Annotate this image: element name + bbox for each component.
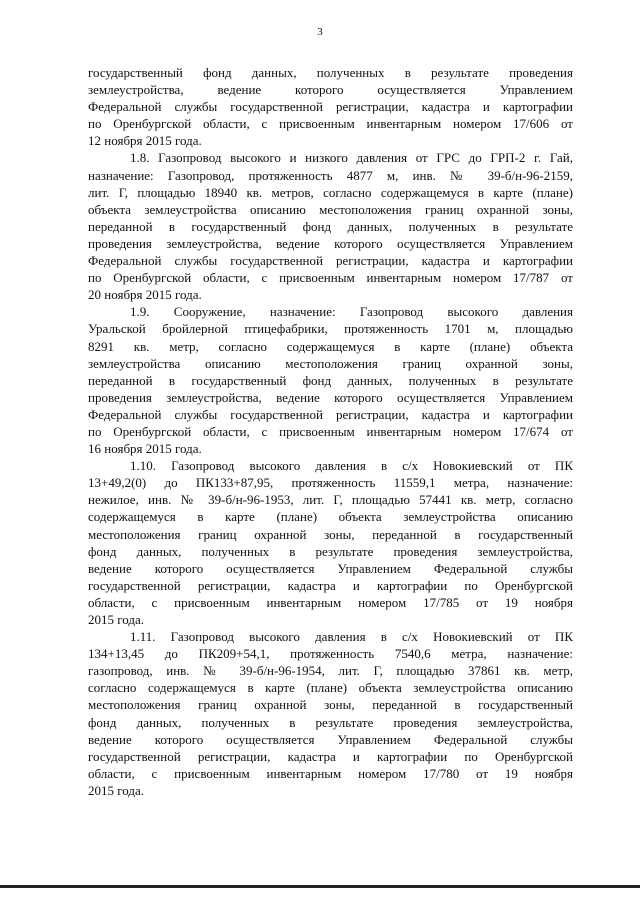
text-line: государственный фонд данных, полученных в результате проведения (88, 65, 573, 80)
text-line: согласно содержащемуся в карте (плане) объекта землеустройства описанию (88, 680, 573, 696)
text-line: области, с присвоенным инвентарным номером 17/780 от 19 ноября (88, 765, 573, 781)
text-line: проведения землеустройства, ведение которого осуществляется Управлением (88, 389, 573, 405)
text-line: ведение которого осуществляется Управлением Федеральной службы (88, 731, 573, 747)
text-line: объекта землеустройства описанию местоположения границ охранной зоны, (88, 201, 573, 217)
text-line: нежилое, инв. № 39-б/н-96-1953, лит. Г, площадью 57441 кв. метр, согласно (88, 492, 573, 508)
text-line: Федеральной службы государственной регистрации, кадастра и картографии (88, 99, 573, 115)
text-line: землеустройства описанию местоположения границ охранной зоны, (88, 355, 573, 371)
text-line: фонд данных, полученных в результате проведения землеустройства, (88, 714, 573, 730)
text-line: ведение которого осуществляется Управлением Федеральной службы (88, 560, 573, 576)
text-line: государственной регистрации, кадастра и картографии по Оренбургской (88, 577, 573, 593)
text-line: 13+49,2(0) до ПК133+87,95, протяженность 11559,1 метра, назначение: (88, 475, 573, 491)
text-line: местоположения границ охранной зоны, переданной в государственный (88, 526, 573, 542)
text-line: 1.11. Газопровод высокого давления в с/х Новокиевский от ПК (130, 629, 573, 645)
text-line: Федеральной службы государственной регистрации, кадастра и картографии (88, 406, 573, 422)
text-line: по Оренбургской области, с присвоенным инвентарным номером 17/787 от (88, 270, 573, 286)
text-line: 2015 года. (88, 782, 145, 798)
text-line: 8291 кв. метр, согласно содержащемуся в карте (плане) объекта (88, 338, 573, 354)
document-body (88, 64, 573, 799)
text-line: 1.8. Газопровод высокого и низкого давления от ГРС до ГРП-2 г. Гай, (130, 150, 573, 166)
text-line: проведения землеустройства, ведение которого осуществляется Управлением (88, 235, 573, 251)
text-line: государственной регистрации, кадастра и картографии по Оренбургской (88, 748, 573, 764)
text-line: 134+13,45 до ПК209+54,1, протяженность 7540,6 метра, назначение: (88, 646, 573, 662)
text-line: переданной в государственный фонд данных, полученных в результате (88, 218, 573, 234)
text-line: по Оренбургской области, с присвоенным инвентарным номером 17/606 от (88, 116, 573, 132)
text-line: 12 ноября 2015 года. (88, 133, 202, 149)
text-line: содержащемуся в карте (плане) объекта землеустройства описанию (88, 509, 573, 525)
text-line: переданной в государственный фонд данных, полученных в результате (88, 372, 573, 388)
text-line: 1.10. Газопровод высокого давления в с/х Новокиевский от ПК (130, 458, 573, 474)
text-line: назначение: Газопровод, протяженность 4877 м, инв. № 39-б/н-96-2159, (88, 167, 573, 183)
text-line: землеустройства, ведение которого осуществляется Управлением (88, 82, 573, 98)
text-line: местоположения границ охранной зоны, переданной в государственный (88, 697, 573, 713)
text-line: области, с присвоенным инвентарным номером 17/785 от 19 ноября (88, 594, 573, 610)
text-line: 20 ноября 2015 года. (88, 287, 202, 303)
text-line: газопровод, инв. № 39-б/н-96-1954, лит. Г, площадью 37861 кв. метр, (88, 663, 573, 679)
text-line: фонд данных, полученных в результате проведения землеустройства, (88, 543, 573, 559)
page-bottom-rule (0, 885, 640, 888)
page-number: 3 (317, 26, 323, 38)
text-line: 1.9. Сооружение, назначение: Газопровод высокого давления (130, 304, 573, 320)
text-line: 2015 года. (88, 612, 145, 627)
text-line: Федеральной службы государственной регистрации, кадастра и картографии (88, 253, 573, 269)
text-line: 16 ноября 2015 года. (88, 441, 202, 457)
text-line: лит. Г, площадью 18940 кв. метров, согласно содержащемуся в карте (плане) (88, 184, 573, 200)
text-line: Уральской бройлерной птицефабрики, протяженность 1701 м, площадью (88, 321, 573, 337)
text-line: по Оренбургской области, с присвоенным инвентарным номером 17/674 от (88, 423, 573, 439)
